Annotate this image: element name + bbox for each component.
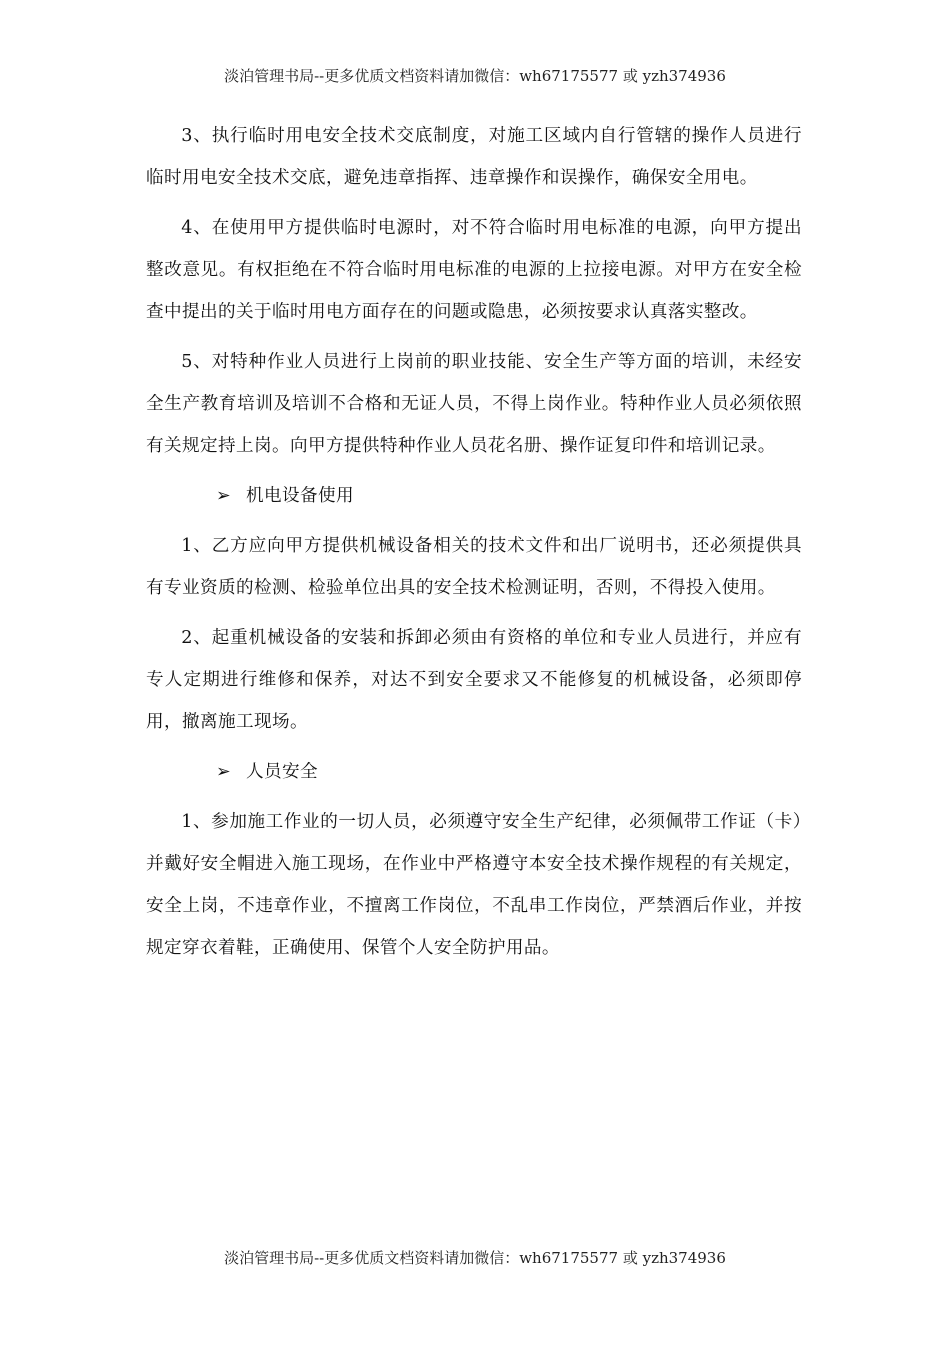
section-heading-equipment xyxy=(146,475,802,517)
paragraph-4: 4、在使用甲方提供临时电源时，对不符合临时用电标准的电源，向甲方提出整改意见。有权拒绝在不符合临时用电标准的电源的上拉接电源。对甲方在安全检查中提出的关于临时用电方面存在的问题或隐患，必须按要求认真落实整改。 xyxy=(146,218,802,322)
paragraph-3: 3、执行临时用电安全技术交底制度，对施工区域内自行管辖的操作人员进行临时用电安全技术交底，避免违章指挥、违章操作和误操作，确保安全用电。 xyxy=(146,126,802,188)
arrow-bullet-icon: ➢ xyxy=(216,762,232,782)
paragraph-equipment-2: 2、起重机械设备的安装和拆卸必须由有资格的单位和专业人员进行，并应有专人定期进行维修和保养，对达不到安全要求又不能修复的机械设备，必须即停用，撤离施工现场。 xyxy=(146,628,802,732)
paragraph-personnel-1: 1、参加施工作业的一切人员，必须遵守安全生产纪律，必须佩带工作证（卡）并戴好安全帽进入施工现场，在作业中严格遵守本安全技术操作规程的有关规定，安全上岗，不违章作业，不擅离工作岗位，不乱串工作岗位，严禁酒后作业，并按规定穿衣着鞋，正确使用、保管个人安全防护用品。 xyxy=(146,812,802,958)
page-footer: 淡泊管理书局--更多优质文档资料请加微信：wh67175577 或 yzh374936 xyxy=(224,1249,726,1267)
section-heading-text: 人员安全 xyxy=(246,762,318,782)
page-header: 淡泊管理书局--更多优质文档资料请加微信：wh67175577 或 yzh374936 xyxy=(224,67,726,85)
document-body xyxy=(146,115,802,977)
paragraph-equipment-1: 1、乙方应向甲方提供机械设备相关的技术文件和出厂说明书，还必须提供具有专业资质的检测、检验单位出具的安全技术检测证明，否则，不得投入使用。 xyxy=(146,536,802,598)
arrow-bullet-icon: ➢ xyxy=(216,486,232,506)
paragraph-5: 5、对特种作业人员进行上岗前的职业技能、安全生产等方面的培训，未经安全生产教育培训及培训不合格和无证人员，不得上岗作业。特种作业人员必须依照有关规定持上岗。向甲方提供特种作业人员花名册、操作证复印件和培训记录。 xyxy=(146,352,802,456)
section-heading-text: 机电设备使用 xyxy=(246,486,354,506)
section-heading-personnel xyxy=(146,751,802,793)
